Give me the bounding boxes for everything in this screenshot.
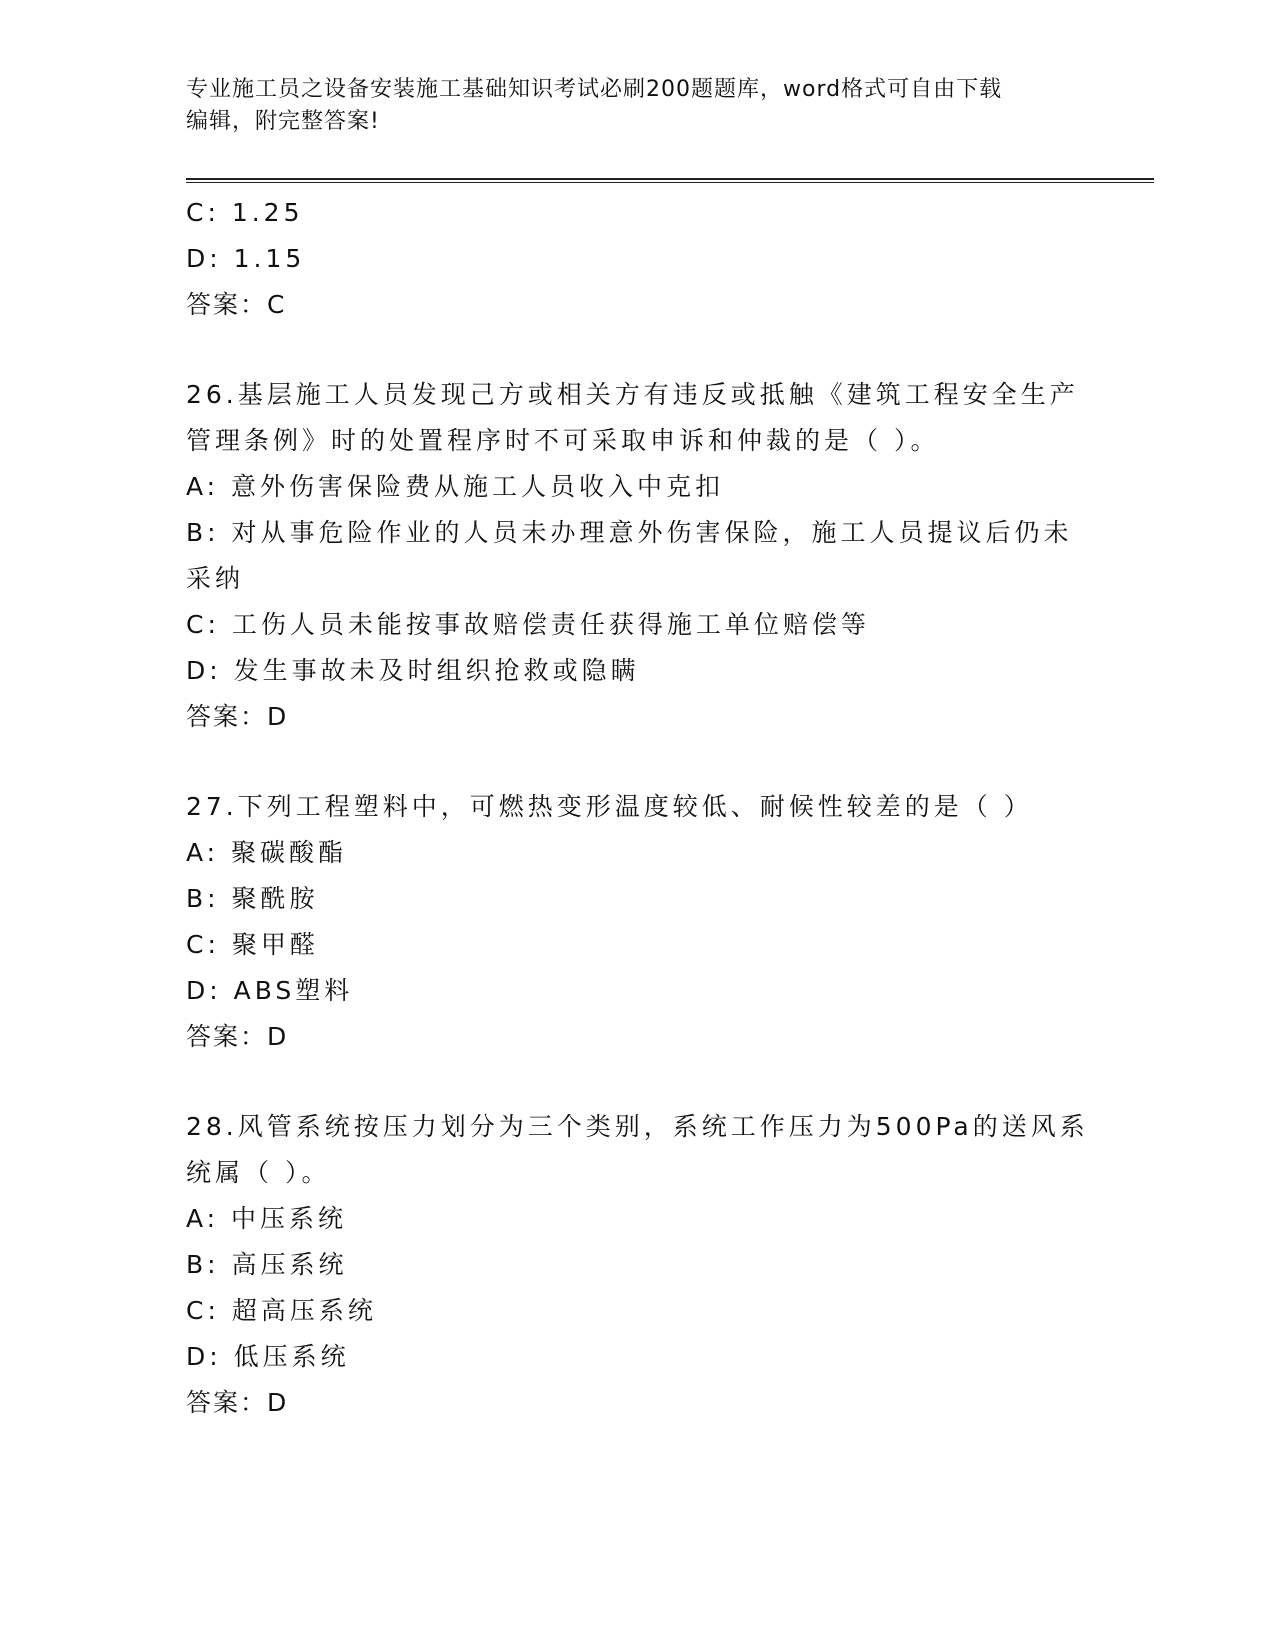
option-b-continued: 采纳 bbox=[186, 564, 245, 593]
option-d: D: 1.15 bbox=[186, 244, 306, 273]
question-28 bbox=[186, 1104, 1089, 1426]
question-27 bbox=[186, 784, 1086, 1060]
option-c: C: 工伤人员未能按事故赔偿责任获得施工单位赔偿等 bbox=[186, 610, 870, 639]
option-d: D: ABS塑料 bbox=[186, 976, 354, 1005]
answer: 答案：D bbox=[186, 702, 289, 731]
page-header bbox=[186, 74, 1086, 138]
question-26 bbox=[186, 372, 1086, 740]
option-a: A: 聚碳酸酯 bbox=[186, 838, 348, 867]
question-stem: 27.下列工程塑料中，可燃热变形温度较低、耐候性较差的是（ ） bbox=[186, 792, 1033, 821]
option-a: A: 中压系统 bbox=[186, 1204, 348, 1233]
option-b: B: 高压系统 bbox=[186, 1250, 348, 1279]
option-c: C: 1.25 bbox=[186, 198, 304, 227]
option-c: C: 超高压系统 bbox=[186, 1296, 377, 1325]
option-c: C: 聚甲醛 bbox=[186, 930, 319, 959]
question-list bbox=[186, 190, 1089, 1426]
header-title-line1: 专业施工员之设备安装施工基础知识考试必刷200题题库，word格式可自由下载 bbox=[186, 77, 1003, 102]
answer: 答案：D bbox=[186, 1388, 289, 1417]
option-b: B: 聚酰胺 bbox=[186, 884, 319, 913]
option-a: A: 意外伤害保险费从施工人员收入中克扣 bbox=[186, 472, 725, 501]
question-stem: 28.风管系统按压力划分为三个类别，系统工作压力为500Pa的送风系 bbox=[186, 1112, 1089, 1141]
answer: 答案：D bbox=[186, 1022, 289, 1051]
answer: 答案：C bbox=[186, 290, 287, 319]
question-stem-continued: 统属（ ）。 bbox=[186, 1158, 331, 1187]
option-b: B: 对从事危险作业的人员未办理意外伤害保险，施工人员提议后仍未 bbox=[186, 518, 1073, 547]
question-stem-continued: 管理条例》时的处置程序时不可采取申诉和仲裁的是（ ）。 bbox=[186, 426, 940, 455]
previous-question-tail bbox=[186, 190, 1086, 328]
header-title-line2: 编辑，附完整答案! bbox=[186, 109, 380, 134]
option-d: D: 发生事故未及时组织抢救或隐瞒 bbox=[186, 656, 640, 685]
header-divider bbox=[186, 178, 1154, 183]
question-stem: 26.基层施工人员发现己方或相关方有违反或抵触《建筑工程安全生产 bbox=[186, 380, 1079, 409]
option-d: D: 低压系统 bbox=[186, 1342, 350, 1371]
